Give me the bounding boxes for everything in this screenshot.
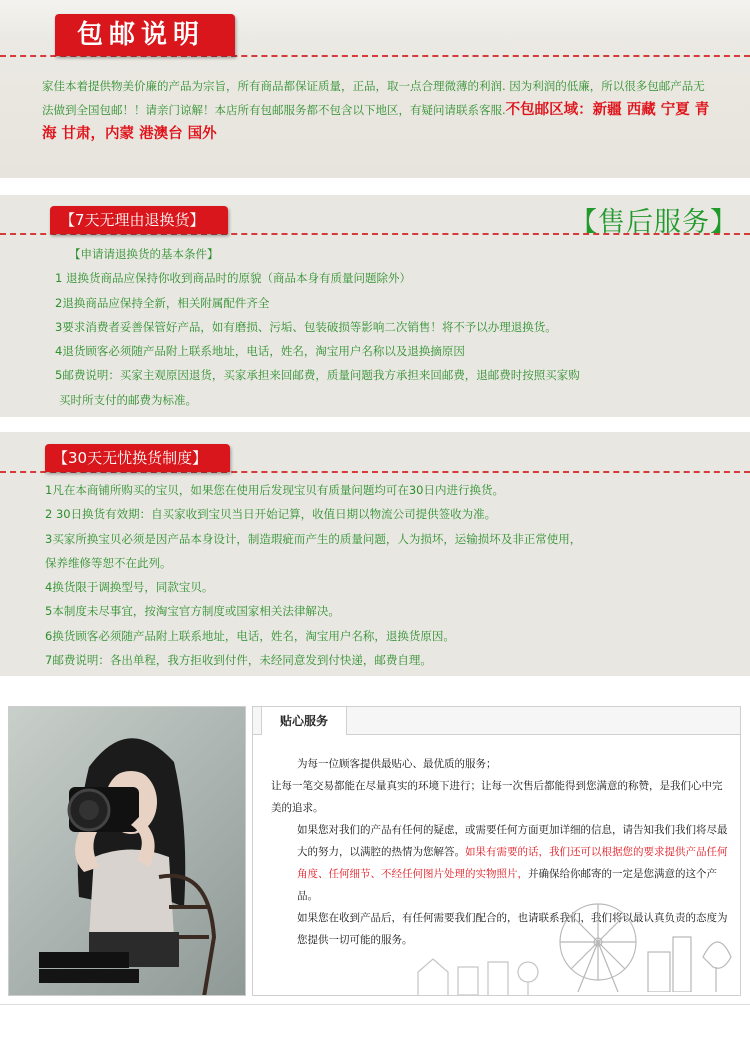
service-paragraph-text: 如果您对我们的产品有任何的疑虑，或需要任何方面更加详细的信息，请告知我们我们将尽最大的努力，以满腔的热情为您解答。 (297, 824, 728, 858)
seven-day-return-tag: 【7天无理由退换货】 (50, 206, 228, 234)
list-item: 【申请请退换货的基本条件】 (69, 247, 219, 261)
service-paragraph (271, 819, 729, 907)
list-item: 3要求消费者妥善保管好产品，如有磨损、污垢、包装破损等影响二次销售！将不予以办理退换货。 (55, 319, 557, 334)
after-sales-title: 【售后服务】 (570, 207, 738, 238)
return-conditions-list (55, 242, 715, 412)
woman-with-camera-image (9, 707, 246, 996)
list-item: 4换货限于调换型号，同款宝贝。 (45, 580, 214, 595)
no-free-shipping-label: 不包邮区域： (505, 102, 593, 118)
service-paragraph-highlight: 如果有需要的话，我们还可以根据您的要求提供产品任何角度、任何细节、不经任何图片处理的实物照片， (297, 846, 728, 880)
list-item: 买时所支付的邮费为标准。 (59, 392, 197, 407)
list-item: 1凡在本商铺所购买的宝贝，如果您在使用后发现宝贝有质量问题均可在30日内进行换货。 (45, 483, 504, 497)
list-item: 7邮费说明：各出单程，我方拒收到付件，未经同意发到付快递，邮费自理。 (45, 653, 432, 668)
list-item: 5本制度未尽事宜，按淘宝官方制度或国家相关法律解决。 (45, 604, 340, 619)
thirty-day-exchange-tag: 【30天无忧换货制度】 (45, 444, 230, 472)
list-item: 3买家所换宝贝必须是因产品本身设计，制造瑕疵而产生的质量问题，人为损坏，运输损坏及非正常使用， (45, 531, 582, 546)
list-item: 6换货顾客必须随产品附上联系地址，电话，姓名，淘宝用户名称，退换货原因。 (45, 628, 455, 643)
service-paragraph: 如果您在收到产品后，有任何需要我们配合的，也请联系我们，我们将以最认真负责的态度为您提供一切可能的服务。 (297, 912, 728, 946)
tab-thoughtful-service[interactable]: 贴心服务 (261, 706, 347, 735)
service-paragraph: 为每一位顾客提供最贴心、最优质的服务； (297, 758, 497, 770)
service-paragraph-text: 并确保给你邮寄的一定是您满意的这个产品。 (297, 868, 717, 902)
no-free-shipping-regions: 新疆 西藏 宁夏 青海 甘肃，内蒙 港澳台 国外 (42, 102, 710, 142)
service-paragraph: 让每一笔交易都能在尽量真实的环境下进行；让每一次售后都能得到您满意的称赞，是我们心中完美的追求。 (271, 780, 723, 814)
service-tab-bar (253, 707, 740, 735)
list-item: 5邮费说明：买家主观原因退货，买家承担来回邮费，质量问题我方承担来回邮费，退邮费时按照买家购 (55, 368, 580, 383)
bottom-divider (0, 1004, 750, 1005)
free-shipping-text (42, 74, 712, 146)
photographer-photo (8, 706, 246, 996)
list-item: 2退换商品应保持全新，相关附属配件齐全 (55, 295, 270, 310)
list-item: 2 30日换货有效期：自买家收到宝贝当日开始记算，收值日期以物流公司提供签收为准。 (45, 507, 497, 522)
list-item: 4退货顾客必须随产品附上联系地址，电话，姓名，淘宝用户名称以及退换摘原因 (55, 344, 465, 359)
free-shipping-tag: 包邮说明 (55, 14, 235, 56)
exchange-rules-list (45, 478, 705, 672)
city-doodle-illustration (413, 947, 553, 995)
list-item: 保养维修等恕不在此列。 (45, 555, 172, 570)
list-item: 1 退换货商品应保持你收到商品时的原貌（商品本身有质量问题除外） (55, 271, 411, 286)
service-box (252, 706, 741, 996)
free-shipping-body: 家佳本着提供物美价廉的产品为宗旨，所有商品都保证质量，正品，取一点合理微薄的利润. 因为利润的低廉，所以很多包邮产品无法做到全国包邮！！请亲门谅解！本店所有包邮服务都不包含以下地区，有疑问请联系客服. (42, 79, 705, 117)
ferris-wheel-illustration (553, 897, 738, 992)
